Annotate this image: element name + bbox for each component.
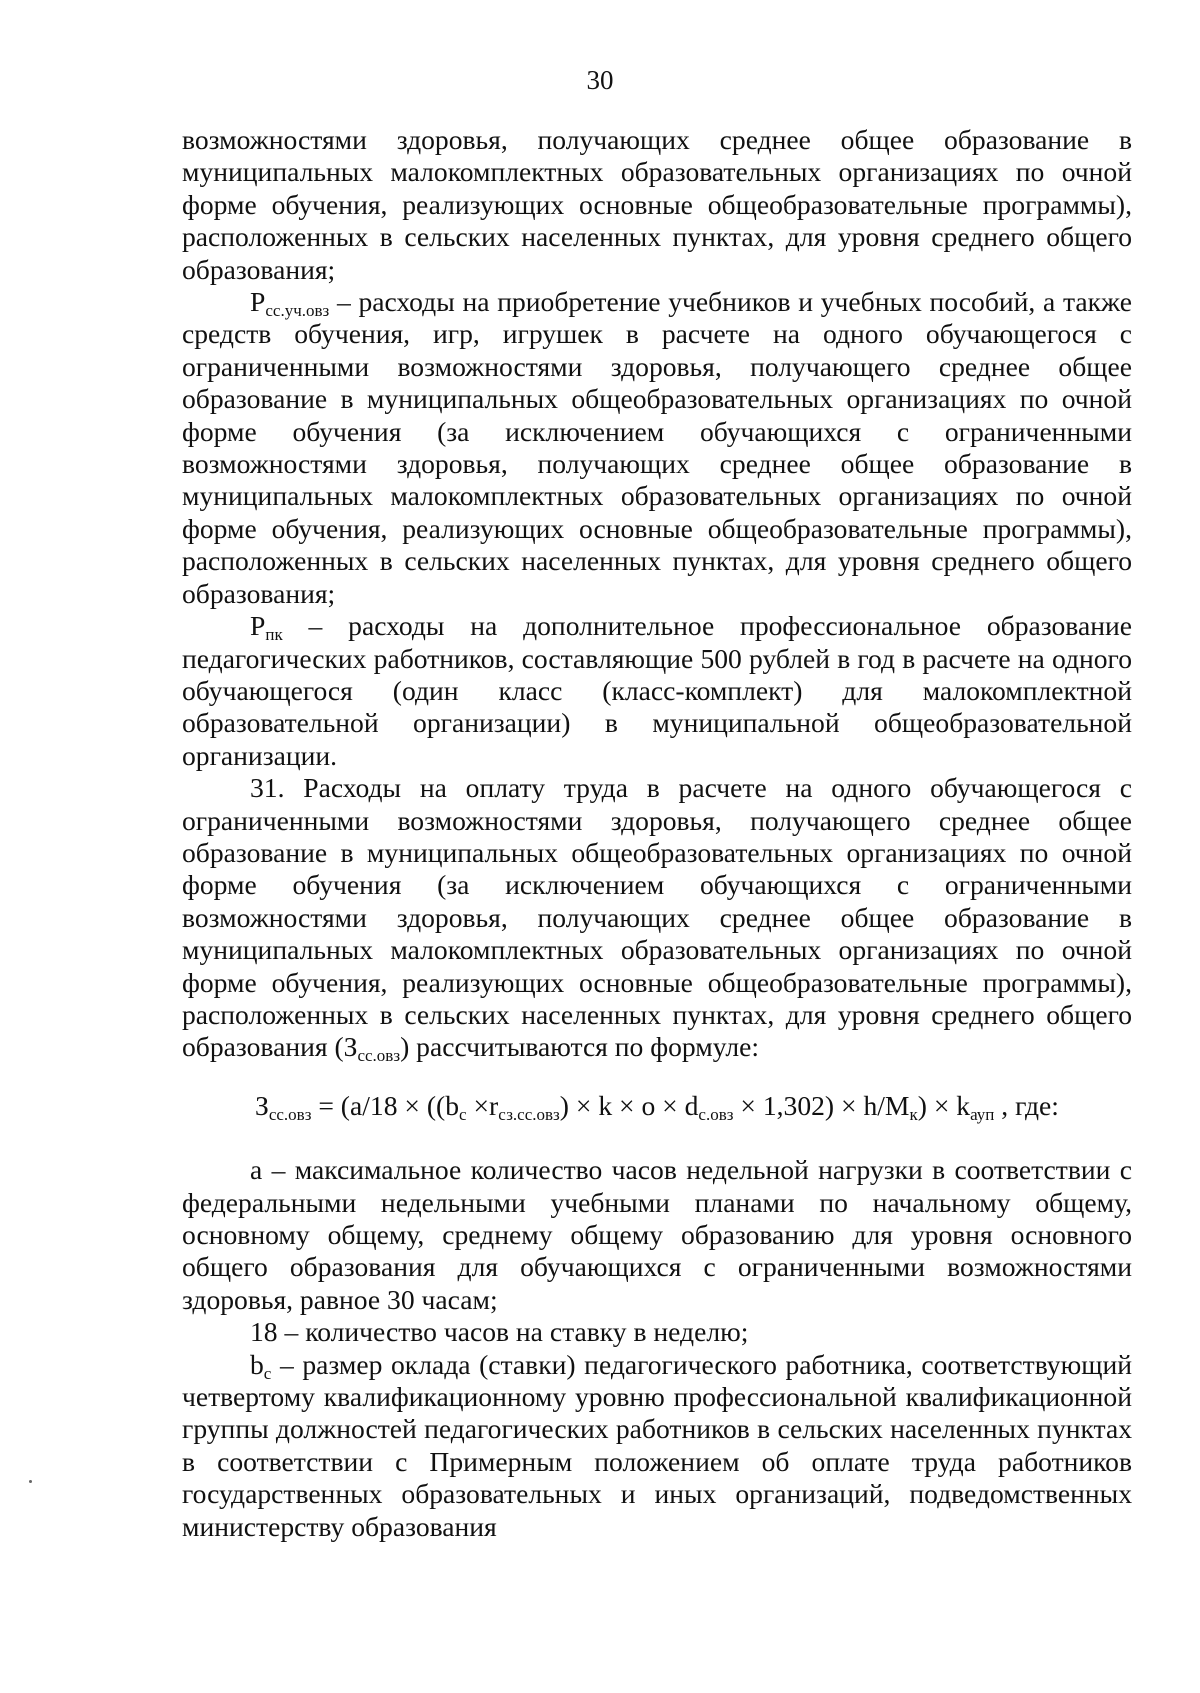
formula: $З_{сс.овз} = (a/18 \times ((b_c \times r_{сз.сс.овз}) \times k \times o \times d_{с.овз} \times 1,302) \times h/M_к) \times k_{ауп}$ , где: (255, 1089, 1059, 1124)
symbol-subscript: пк (265, 625, 283, 645)
symbol: P (250, 610, 266, 642)
symbol: b (250, 1348, 264, 1380)
page-number: 30 (586, 65, 614, 95)
symbol: P (250, 286, 266, 318)
paragraph-textbook-expenses (182, 286, 1132, 610)
paragraph-text-tail: ) рассчитываются по формуле: (400, 1031, 760, 1063)
definition-18: 18 – количество часов на ставку в неделю; (250, 1316, 749, 1348)
paragraph-continuation: возможностями здоровья, получающих среднее общее образование в муниципальных малокомплектных образовательных организациях по очной форме обучения, реализующих основные общеобразовательные программы), расположенных в сельских населенных пунктах, для уровня среднего общего образования; (182, 124, 1132, 285)
paragraph-31-labor-costs (182, 772, 1132, 1064)
scan-speck (29, 1480, 32, 1483)
document-body (182, 124, 1132, 1543)
symbol-subscript: сс.овз (357, 1046, 401, 1066)
paragraph-text: 31. Расходы на оплату труда в расчете на одного обучающегося с ограниченными возможностями здоровья, получающего среднее общее образование в муниципальных общеобразовательных организациях по очной форме обучения (за исключением обучающихся с ограниченными возможностями здоровья, получающих среднее общее образование в муниципальных малокомплектных образовательных организациях по очной форме обучения, реализующих основные общеобразовательные программы), расположенных в сельских населенных пунктах, для уровня среднего общего образования (З (182, 772, 1132, 1063)
paragraph-training-expenses (182, 610, 1132, 772)
definition-a: а – максимальное количество часов недельной нагрузки в соответствии с федеральными недельными учебными планами по начальному общему, основному общему, среднему общему образованию для уровня основного общего образования для обучающихся с ограниченными возможностями здоровья, равное 30 часам; (182, 1154, 1132, 1315)
paragraph-text: – размер оклада (ставки) педагогического работника, соответствующий четвертому квалификационному уровню профессиональной квалификационной группы должностей педагогических работников в сельских населенных пунктах в соответствии с Примерным положением об оплате труда работников государственных образовательных и иных организаций, подведомственных министерству образования (182, 1348, 1132, 1542)
symbol-subscript: сс.уч.овз (265, 301, 330, 321)
paragraph-text: – расходы на приобретение учебников и учебных пособий, а также средств обучения, игр, игрушек в расчете на одного обучающегося с ограниченными возможностями здоровья, получающего среднее общее образование в муниципальных общеобразовательных организациях по очной форме обучения (за исключением обучающихся с ограниченными возможностями здоровья, получающих среднее общее образование в муниципальных малокомплектных образовательных организациях по очной форме обучения, реализующих основные общеобразовательные программы), расположенных в сельских населенных пунктах, для уровня среднего общего образования; (182, 286, 1132, 609)
paragraph-text: – расходы на дополнительное профессиональное образование педагогических работников, составляющие 500 рублей в год в расчете на одного обучающегося (один класс (класс-комплект) для малокомплектной образовательной организации) в муниципальной общеобразовательной организации. (182, 610, 1132, 771)
definition-bc (182, 1349, 1132, 1543)
symbol-subscript: c (263, 1363, 272, 1383)
